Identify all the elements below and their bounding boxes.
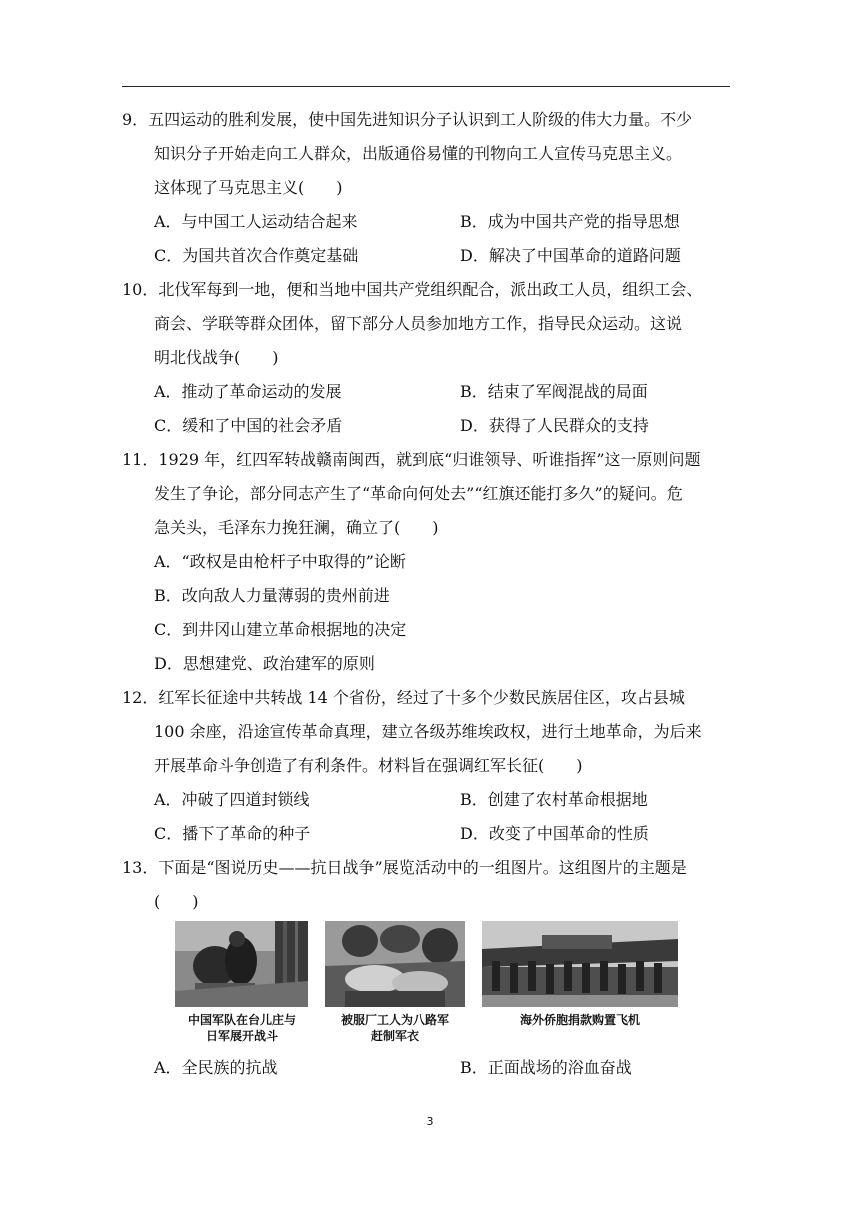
question-11-option-c[interactable]: C．到井冈山建立革命根据地的决定: [154, 620, 407, 639]
photo-1-caption-line-2: 日军展开战斗: [205, 1029, 278, 1043]
question-11-line-1: 11．1929 年，红四军转战赣南闽西，就到底“归谁领导、听谁指挥”这一原则问题: [122, 450, 701, 469]
question-9-option-a[interactable]: A．与中国工人运动结合起来: [154, 212, 358, 231]
question-12-line-1: 12．红军长征途中共转战 14 个省份，经过了十多个少数民族居住区，攻占县城: [122, 688, 685, 707]
question-9-line-3: 这体现了马克思主义( ): [154, 178, 343, 197]
question-12-option-b[interactable]: B．创建了农村革命根据地: [460, 790, 648, 809]
question-12-option-a[interactable]: A．冲破了四道封锁线: [154, 790, 310, 809]
question-12-line-3: 开展革命斗争创造了有利条件。材料旨在强调红军长征( ): [154, 756, 583, 775]
question-10-line-3: 明北伐战争( ): [154, 348, 279, 367]
question-10-option-a[interactable]: A．推动了革命运动的发展: [154, 382, 342, 401]
question-9-option-b[interactable]: B．成为中国共产党的指导思想: [460, 212, 680, 231]
photo-2-caption-line-1: 被服厂工人为八路军: [340, 1013, 449, 1027]
question-9-option-d[interactable]: D．解决了中国革命的道路问题: [460, 246, 681, 265]
question-10-option-d[interactable]: D．获得了人民群众的支持: [460, 416, 649, 435]
question-10-option-c[interactable]: C．缓和了中国的社会矛盾: [154, 416, 343, 435]
question-10-line-2: 商会、学联等群众团体，留下部分人员参加地方工作，指导民众运动。这说: [154, 314, 683, 333]
photo-taierzhuang-battle: [175, 921, 308, 1007]
question-13-option-a[interactable]: A．全民族的抗战: [154, 1058, 278, 1077]
photo-1-caption-line-1: 中国军队在台儿庄与: [187, 1013, 296, 1027]
question-13-option-b[interactable]: B．正面战场的浴血奋战: [460, 1058, 632, 1077]
question-12-option-d[interactable]: D．改变了中国革命的性质: [460, 824, 649, 843]
question-9-line-2: 知识分子开始走向工人群众，出版通俗易懂的刊物向工人宣传马克思主义。: [154, 144, 683, 163]
question-11-line-3: 急关头，毛泽东力挽狂澜，确立了( ): [154, 518, 439, 537]
photo-2-caption-line-2: 赶制军衣: [370, 1029, 419, 1043]
page-number: 3: [426, 1115, 434, 1128]
question-11-line-2: 发生了争论，部分同志产生了“革命向何处去”“红旗还能打多久”的疑问。危: [154, 484, 683, 503]
question-9-option-c[interactable]: C．为国共首次合作奠定基础: [154, 246, 359, 265]
photo-uniform-factory: [325, 921, 465, 1007]
photo-donated-aircraft: [482, 921, 678, 1007]
question-10-option-b[interactable]: B．结束了军阀混战的局面: [460, 382, 648, 401]
question-13-line-1: 13．下面是“图说历史——抗日战争”展览活动中的一组图片。这组图片的主题是: [122, 858, 687, 877]
question-10-line-1: 10．北伐军每到一地，便和当地中国共产党组织配合，派出政工人员，组织工会、: [122, 280, 703, 299]
question-11-option-a[interactable]: A．“政权是由枪杆子中取得的”论断: [154, 552, 406, 571]
question-11-option-b[interactable]: B．改向敌人力量薄弱的贵州前进: [154, 586, 390, 605]
header-rule: [122, 86, 730, 87]
question-12-line-2: 100 余座，沿途宣传革命真理，建立各级苏维埃政权，进行土地革命，为后来: [154, 722, 702, 741]
question-12-option-c[interactable]: C．播下了革命的种子: [154, 824, 311, 843]
question-9-line-1: 9．五四运动的胜利发展，使中国先进知识分子认识到工人阶级的伟大力量。不少: [122, 110, 693, 129]
question-11-option-d[interactable]: D．思想建党、政治建军的原则: [154, 654, 375, 673]
photo-3-caption: 海外侨胞捐款购置飞机: [519, 1013, 640, 1027]
question-13-line-2: ( ): [154, 892, 199, 911]
